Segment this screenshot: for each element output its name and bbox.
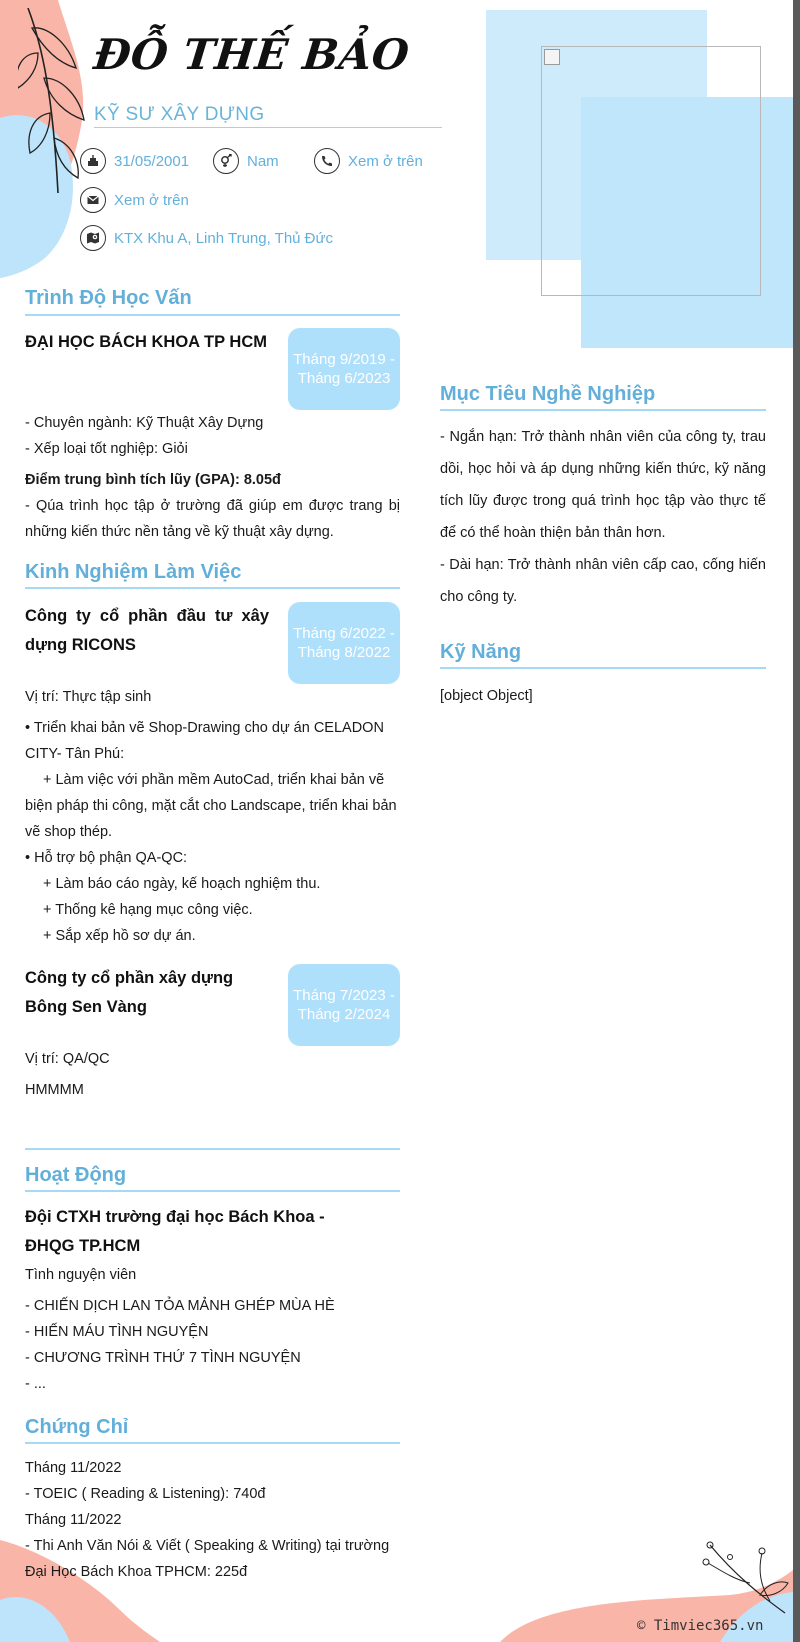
- education-rank: - Xếp loại tốt nghiệp: Giỏi: [25, 441, 188, 457]
- education-major: - Chuyên ngành: Kỹ Thuật Xây Dựng: [25, 415, 264, 431]
- objective-heading: Mục Tiêu Nghề Nghiệp: [440, 383, 656, 405]
- education-divider: [25, 314, 400, 316]
- job-2-position: Vị trí: QA/QC: [25, 1051, 110, 1067]
- job-2-company: Công ty cổ phần xây dựng Bông Sen Vàng: [25, 969, 234, 1016]
- flower-sprig-icon: [690, 1535, 790, 1615]
- education-gpa: Điểm trung bình tích lũy (GPA): 8.05đ: [25, 472, 281, 488]
- mail-icon: [80, 187, 106, 213]
- school-name: ĐẠI HỌC BÁCH KHOA TP HCM: [25, 333, 267, 351]
- experience-end-divider: [25, 1148, 400, 1150]
- job-1-sub-3: + Thống kê hạng mục công việc.: [43, 902, 253, 918]
- activity-item-4: - ...: [25, 1376, 46, 1392]
- job-1-period-badge: Tháng 6/2022 - Tháng 8/2022: [288, 602, 400, 684]
- activity-item-2: - HIẾN MÁU TÌNH NGUYỆN: [25, 1324, 209, 1340]
- education-period-badge: Tháng 9/2019 - Tháng 6/2023: [288, 328, 400, 410]
- certificates-heading: Chứng Chỉ: [25, 1416, 129, 1438]
- objective-short-term: - Ngắn hạn: Trở thành nhân viên của công ty, trau dồi, học hỏi và áp dụng những kiến thức, kỹ năng tích lũy được trong quá trình học tập vào thực tế để có thể hoàn thiện bản thân hơn.: [440, 429, 766, 541]
- title-divider: [94, 127, 442, 128]
- activity-role: Tình nguyện viên: [25, 1267, 137, 1283]
- job-1-bullet-2: • Hỗ trợ bộ phận QA-QC:: [25, 850, 188, 866]
- job-title: KỸ SƯ XÂY DỰNG: [94, 104, 265, 125]
- education-heading: Trình Độ Học Vấn: [25, 287, 192, 309]
- contact-address: KTX Khu A, Linh Trung, Thủ Đức: [80, 225, 333, 251]
- activity-item-1: - CHIẾN DỊCH LAN TỎA MẢNH GHÉP MÙA HÈ: [25, 1298, 335, 1314]
- map-pin-icon: [80, 225, 106, 251]
- skills-divider: [440, 667, 766, 669]
- experience-heading: Kinh Nghiệm Làm Việc: [25, 561, 242, 583]
- skills-content: [object Object]: [440, 688, 533, 704]
- cake-icon: [80, 148, 106, 174]
- job-1-company: Công ty cổ phần đầu tư xây dựng RICONS: [25, 607, 269, 654]
- cert-line-3: Tháng 11/2022: [25, 1512, 122, 1528]
- broken-image-icon: [544, 49, 560, 65]
- contact-phone: Xem ở trên: [314, 148, 423, 174]
- skills-heading: Kỹ Năng: [440, 641, 522, 663]
- job-2-note: HMMMM: [25, 1082, 84, 1098]
- activity-item-3: - CHƯƠNG TRÌNH THỨ 7 TÌNH NGUYỆN: [25, 1350, 301, 1366]
- candidate-name: ĐỖ THẾ BẢO: [91, 30, 412, 79]
- job-2-period-badge: Tháng 7/2023 - Tháng 2/2024: [288, 964, 400, 1046]
- leaf-branch-icon: [18, 8, 88, 198]
- job-1-sub-4: + Sắp xếp hồ sơ dự án.: [43, 928, 196, 944]
- gender-icon: [213, 148, 239, 174]
- activities-divider: [25, 1190, 400, 1192]
- cert-line-2: - TOEIC ( Reading & Listening): 740đ: [25, 1486, 266, 1502]
- contact-birthday: 31/05/2001: [80, 148, 189, 174]
- phone-icon: [314, 148, 340, 174]
- education-summary: - Qúa trình học tập ở trường đã giúp em được trang bị những kiến thức nền tảng về kỹ thuật xây dựng.: [25, 498, 400, 540]
- job-1-sub-1: + Làm việc với phần mềm AutoCad, triển khai bản vẽ biện pháp thi công, mặt cắt cho Landscape, triển khai bản vẽ shop thép.: [25, 772, 397, 840]
- contact-gender: Nam: [213, 148, 279, 174]
- cert-line-1: Tháng 11/2022: [25, 1460, 122, 1476]
- job-1-bullet-1: • Triển khai bản vẽ Shop-Drawing cho dự án CELADON CITY- Tân Phú:: [25, 720, 384, 762]
- job-1-position: Vị trí: Thực tập sinh: [25, 689, 152, 705]
- certificates-divider: [25, 1442, 400, 1444]
- objective-long-term: - Dài hạn: Trở thành nhân viên cấp cao, cống hiến cho công ty.: [440, 557, 766, 605]
- experience-divider: [25, 587, 400, 589]
- activity-org: Đội CTXH trường đại học Bách Khoa - ĐHQG TP.HCM: [25, 1208, 325, 1255]
- watermark: © Timviec365.vn: [637, 1618, 764, 1634]
- objective-divider: [440, 409, 766, 411]
- cert-line-4: - Thi Anh Văn Nói & Viết ( Speaking & Writing) tại trường Đại Học Bách Khoa TPHCM: 225đ: [25, 1538, 390, 1580]
- profile-photo: [541, 46, 761, 296]
- contact-email: Xem ở trên: [80, 187, 189, 213]
- job-1-sub-2: + Làm báo cáo ngày, kế hoạch nghiệm thu.: [43, 876, 321, 892]
- activities-heading: Hoạt Động: [25, 1164, 127, 1186]
